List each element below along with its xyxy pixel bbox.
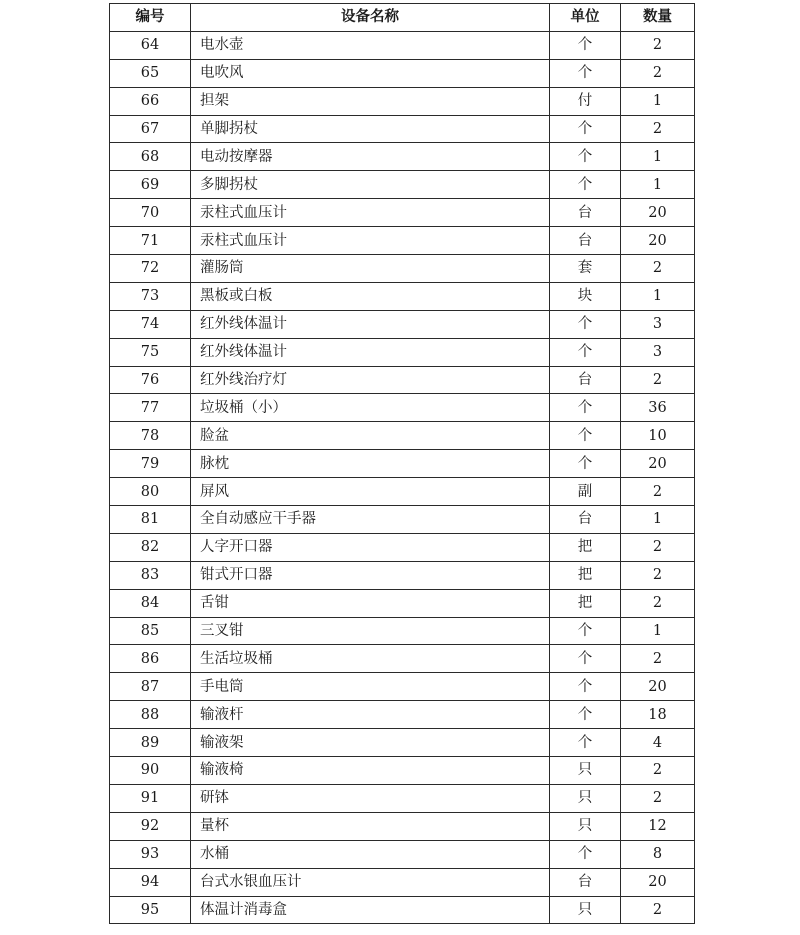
table-row bbox=[110, 589, 695, 617]
cell-number: 87 bbox=[110, 673, 191, 701]
cell-name: 汞柱式血压计 bbox=[191, 199, 550, 227]
cell-unit: 个 bbox=[550, 31, 621, 59]
cell-name: 三叉钳 bbox=[191, 617, 550, 645]
table-row bbox=[110, 533, 695, 561]
cell-unit: 个 bbox=[550, 59, 621, 87]
cell-number: 77 bbox=[110, 394, 191, 422]
cell-name: 电动按摩器 bbox=[191, 143, 550, 171]
cell-quantity: 1 bbox=[621, 87, 695, 115]
cell-number: 93 bbox=[110, 840, 191, 868]
cell-name: 红外线体温计 bbox=[191, 338, 550, 366]
cell-unit: 个 bbox=[550, 450, 621, 478]
cell-quantity: 2 bbox=[621, 31, 695, 59]
cell-quantity: 2 bbox=[621, 59, 695, 87]
cell-unit: 付 bbox=[550, 87, 621, 115]
cell-quantity: 2 bbox=[621, 533, 695, 561]
table-row bbox=[110, 478, 695, 506]
cell-number: 81 bbox=[110, 506, 191, 534]
cell-number: 82 bbox=[110, 533, 191, 561]
header-quantity: 数量 bbox=[621, 4, 695, 32]
table-row bbox=[110, 561, 695, 589]
table-row bbox=[110, 784, 695, 812]
table-row bbox=[110, 506, 695, 534]
table-row bbox=[110, 87, 695, 115]
header-row bbox=[110, 4, 695, 32]
table-row bbox=[110, 115, 695, 143]
cell-unit: 把 bbox=[550, 561, 621, 589]
cell-quantity: 2 bbox=[621, 589, 695, 617]
cell-number: 65 bbox=[110, 59, 191, 87]
table-row bbox=[110, 645, 695, 673]
cell-unit: 只 bbox=[550, 784, 621, 812]
table-row bbox=[110, 199, 695, 227]
cell-unit: 个 bbox=[550, 617, 621, 645]
cell-unit: 个 bbox=[550, 143, 621, 171]
cell-unit: 块 bbox=[550, 282, 621, 310]
cell-name: 担架 bbox=[191, 87, 550, 115]
cell-quantity: 3 bbox=[621, 338, 695, 366]
cell-name: 电水壶 bbox=[191, 31, 550, 59]
cell-number: 85 bbox=[110, 617, 191, 645]
cell-quantity: 1 bbox=[621, 282, 695, 310]
table-row bbox=[110, 757, 695, 785]
cell-number: 73 bbox=[110, 282, 191, 310]
cell-name: 输液椅 bbox=[191, 757, 550, 785]
table-row bbox=[110, 840, 695, 868]
cell-number: 76 bbox=[110, 366, 191, 394]
cell-name: 电吹风 bbox=[191, 59, 550, 87]
table-row bbox=[110, 338, 695, 366]
cell-number: 67 bbox=[110, 115, 191, 143]
cell-unit: 台 bbox=[550, 868, 621, 896]
cell-quantity: 2 bbox=[621, 645, 695, 673]
cell-number: 72 bbox=[110, 255, 191, 283]
table-header bbox=[110, 4, 695, 32]
table-row bbox=[110, 59, 695, 87]
cell-quantity: 2 bbox=[621, 366, 695, 394]
cell-name: 汞柱式血压计 bbox=[191, 227, 550, 255]
cell-number: 89 bbox=[110, 729, 191, 757]
cell-number: 79 bbox=[110, 450, 191, 478]
cell-unit: 把 bbox=[550, 533, 621, 561]
cell-unit: 只 bbox=[550, 757, 621, 785]
cell-quantity: 10 bbox=[621, 422, 695, 450]
cell-unit: 个 bbox=[550, 171, 621, 199]
cell-name: 屏风 bbox=[191, 478, 550, 506]
cell-name: 红外线体温计 bbox=[191, 310, 550, 338]
cell-name: 舌钳 bbox=[191, 589, 550, 617]
cell-quantity: 2 bbox=[621, 896, 695, 924]
cell-number: 78 bbox=[110, 422, 191, 450]
cell-name: 台式水银血压计 bbox=[191, 868, 550, 896]
cell-unit: 个 bbox=[550, 115, 621, 143]
cell-quantity: 1 bbox=[621, 143, 695, 171]
cell-number: 66 bbox=[110, 87, 191, 115]
cell-number: 91 bbox=[110, 784, 191, 812]
cell-quantity: 2 bbox=[621, 115, 695, 143]
cell-quantity: 20 bbox=[621, 199, 695, 227]
cell-quantity: 1 bbox=[621, 617, 695, 645]
cell-name: 体温计消毒盒 bbox=[191, 896, 550, 924]
cell-quantity: 20 bbox=[621, 227, 695, 255]
cell-quantity: 1 bbox=[621, 171, 695, 199]
cell-unit: 个 bbox=[550, 422, 621, 450]
cell-quantity: 18 bbox=[621, 701, 695, 729]
equipment-table bbox=[109, 3, 695, 924]
cell-quantity: 20 bbox=[621, 450, 695, 478]
cell-quantity: 8 bbox=[621, 840, 695, 868]
cell-quantity: 2 bbox=[621, 478, 695, 506]
table-row bbox=[110, 450, 695, 478]
cell-name: 脉枕 bbox=[191, 450, 550, 478]
table-row bbox=[110, 896, 695, 924]
cell-quantity: 2 bbox=[621, 561, 695, 589]
cell-quantity: 2 bbox=[621, 784, 695, 812]
header-unit: 单位 bbox=[550, 4, 621, 32]
table-row bbox=[110, 171, 695, 199]
header-number: 编号 bbox=[110, 4, 191, 32]
cell-number: 88 bbox=[110, 701, 191, 729]
cell-name: 人字开口器 bbox=[191, 533, 550, 561]
cell-name: 输液杆 bbox=[191, 701, 550, 729]
cell-unit: 个 bbox=[550, 338, 621, 366]
cell-unit: 副 bbox=[550, 478, 621, 506]
table-row bbox=[110, 143, 695, 171]
cell-quantity: 3 bbox=[621, 310, 695, 338]
header-name: 设备名称 bbox=[191, 4, 550, 32]
cell-unit: 台 bbox=[550, 366, 621, 394]
cell-name: 生活垃圾桶 bbox=[191, 645, 550, 673]
cell-unit: 台 bbox=[550, 199, 621, 227]
cell-quantity: 2 bbox=[621, 757, 695, 785]
cell-number: 92 bbox=[110, 812, 191, 840]
cell-number: 71 bbox=[110, 227, 191, 255]
table-row bbox=[110, 729, 695, 757]
cell-unit: 台 bbox=[550, 227, 621, 255]
cell-unit: 个 bbox=[550, 645, 621, 673]
cell-name: 全自动感应干手器 bbox=[191, 506, 550, 534]
cell-quantity: 4 bbox=[621, 729, 695, 757]
cell-number: 95 bbox=[110, 896, 191, 924]
table-row bbox=[110, 366, 695, 394]
cell-name: 单脚拐杖 bbox=[191, 115, 550, 143]
cell-name: 水桶 bbox=[191, 840, 550, 868]
table-row bbox=[110, 255, 695, 283]
cell-name: 钳式开口器 bbox=[191, 561, 550, 589]
cell-quantity: 20 bbox=[621, 673, 695, 701]
cell-number: 90 bbox=[110, 757, 191, 785]
cell-unit: 台 bbox=[550, 506, 621, 534]
table-row bbox=[110, 227, 695, 255]
cell-unit: 只 bbox=[550, 812, 621, 840]
cell-number: 74 bbox=[110, 310, 191, 338]
table-row bbox=[110, 394, 695, 422]
cell-number: 64 bbox=[110, 31, 191, 59]
table-row bbox=[110, 617, 695, 645]
cell-unit: 把 bbox=[550, 589, 621, 617]
cell-name: 垃圾桶（小） bbox=[191, 394, 550, 422]
table-row bbox=[110, 673, 695, 701]
cell-number: 75 bbox=[110, 338, 191, 366]
cell-name: 红外线治疗灯 bbox=[191, 366, 550, 394]
cell-quantity: 2 bbox=[621, 255, 695, 283]
table-row bbox=[110, 812, 695, 840]
table-row bbox=[110, 282, 695, 310]
cell-unit: 个 bbox=[550, 701, 621, 729]
cell-number: 80 bbox=[110, 478, 191, 506]
cell-number: 68 bbox=[110, 143, 191, 171]
cell-number: 69 bbox=[110, 171, 191, 199]
cell-unit: 套 bbox=[550, 255, 621, 283]
cell-unit: 只 bbox=[550, 896, 621, 924]
cell-unit: 个 bbox=[550, 673, 621, 701]
cell-name: 手电筒 bbox=[191, 673, 550, 701]
cell-name: 灌肠筒 bbox=[191, 255, 550, 283]
table-body bbox=[110, 31, 695, 924]
cell-name: 输液架 bbox=[191, 729, 550, 757]
table-row bbox=[110, 422, 695, 450]
cell-name: 多脚拐杖 bbox=[191, 171, 550, 199]
cell-quantity: 20 bbox=[621, 868, 695, 896]
cell-name: 量杯 bbox=[191, 812, 550, 840]
cell-number: 94 bbox=[110, 868, 191, 896]
cell-number: 83 bbox=[110, 561, 191, 589]
cell-unit: 个 bbox=[550, 310, 621, 338]
table-row bbox=[110, 310, 695, 338]
table-row bbox=[110, 31, 695, 59]
cell-unit: 个 bbox=[550, 729, 621, 757]
cell-number: 70 bbox=[110, 199, 191, 227]
cell-quantity: 36 bbox=[621, 394, 695, 422]
cell-quantity: 1 bbox=[621, 506, 695, 534]
table-row bbox=[110, 868, 695, 896]
cell-name: 脸盆 bbox=[191, 422, 550, 450]
cell-unit: 个 bbox=[550, 840, 621, 868]
cell-name: 研钵 bbox=[191, 784, 550, 812]
cell-number: 86 bbox=[110, 645, 191, 673]
cell-number: 84 bbox=[110, 589, 191, 617]
cell-unit: 个 bbox=[550, 394, 621, 422]
table-row bbox=[110, 701, 695, 729]
cell-name: 黑板或白板 bbox=[191, 282, 550, 310]
cell-quantity: 12 bbox=[621, 812, 695, 840]
